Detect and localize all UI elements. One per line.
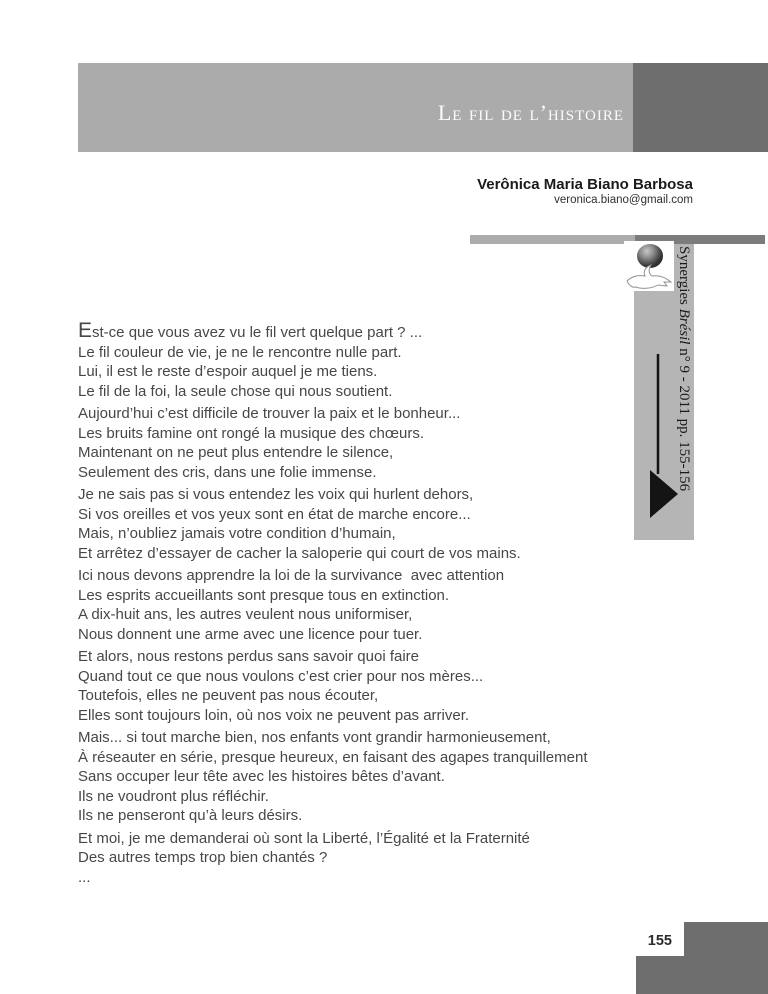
poem-line: Elles sont toujours loin, où nos voix ne peuvent pas arriver. bbox=[78, 706, 470, 724]
header-band bbox=[78, 63, 633, 152]
divider-bar-light bbox=[470, 235, 635, 244]
poem-line: Nous donnent une arme avec une licence pour tuer. bbox=[78, 625, 423, 643]
poem-line: Les bruits famine ont rongé la musique des chœurs. bbox=[78, 424, 425, 442]
poem-line: Et arrêtez d’essayer de cacher la saloperie qui court de vos mains. bbox=[78, 544, 521, 562]
poem-line: Sans occuper leur tête avec les histoires bêtes d’avant. bbox=[78, 768, 445, 785]
stanza bbox=[78, 320, 663, 401]
dove-icon bbox=[625, 264, 673, 290]
poem-line: Je ne sais pas si vous entendez les voix qui hurlent dehors, bbox=[78, 486, 474, 503]
drop-cap: E bbox=[78, 319, 93, 342]
journal-issue: n° 9 - 2011 pp. 155-156 bbox=[676, 344, 692, 492]
poem-line: Quand tout ce que nous voulons c’est crier pour nos mères... bbox=[78, 667, 484, 685]
stanza bbox=[78, 829, 663, 888]
poem-line: Seulement des cris, dans une folie immense. bbox=[78, 463, 377, 481]
poem-line: ... bbox=[78, 868, 91, 886]
poem-line: Ici nous devons apprendre la loi de la survivance avec attention bbox=[78, 567, 505, 584]
page-title: Le fil de l’histoire bbox=[437, 100, 624, 125]
author-email: veronica.biano@gmail.com bbox=[554, 194, 693, 206]
stanza bbox=[78, 647, 663, 725]
poem-line: Maintenant on ne peut plus entendre le silence, bbox=[78, 444, 394, 461]
poem-line: A dix-huit ans, les autres veulent nous uniformiser, bbox=[78, 606, 413, 623]
journal-region: Brésil bbox=[676, 308, 692, 345]
poem-line: Toutefois, elles ne peuvent pas nous écouter, bbox=[78, 687, 379, 704]
footer-block-lower bbox=[636, 956, 768, 994]
dove-logo bbox=[624, 241, 674, 291]
poem-line: Et alors, nous restons perdus sans savoir quoi faire bbox=[78, 648, 420, 665]
lead-line-rest: st-ce que vous avez vu le fil vert quelque part ? ... bbox=[92, 324, 423, 341]
poem-line: À réseauter en série, presque heureux, en faisant des agapes tranquillement bbox=[78, 748, 588, 766]
poem-line: Mais, n’oubliez jamais votre condition d’humain, bbox=[78, 525, 396, 542]
stanza bbox=[78, 404, 663, 482]
poem-line: Les esprits accueillants sont presque tous en extinction. bbox=[78, 586, 450, 604]
poem-line bbox=[78, 320, 663, 343]
page-number: 155 bbox=[647, 933, 672, 949]
stanza bbox=[78, 728, 663, 826]
poem-line: Mais... si tout marche bien, nos enfants vont grandir harmonieusement, bbox=[78, 729, 551, 746]
poem-line: Et moi, je me demanderai où sont la Liberté, l’Égalité et la Fraternité bbox=[78, 829, 530, 847]
poem-line: Aujourd’hui c’est difficile de trouver la paix et le bonheur... bbox=[78, 405, 461, 422]
poem bbox=[78, 320, 663, 890]
poem-line: Des autres temps trop bien chantés ? bbox=[78, 849, 328, 866]
poem-line: Ils ne voudront plus réfléchir. bbox=[78, 787, 269, 805]
poem-line: Ils ne penseront qu’à leurs désirs. bbox=[78, 807, 303, 824]
poem-line: Le fil de la foi, la seule chose qui nous soutient. bbox=[78, 382, 393, 400]
journal-name: Synergies bbox=[676, 246, 692, 309]
poem-line: Si vos oreilles et vos yeux sont en état de marche encore... bbox=[78, 505, 471, 523]
stanza bbox=[78, 566, 663, 644]
header-dark-block bbox=[633, 63, 768, 152]
stanza bbox=[78, 485, 663, 563]
poem-line: Lui, il est le reste d’espoir auquel je me tiens. bbox=[78, 363, 378, 380]
author-name: Verônica Maria Biano Barbosa bbox=[477, 176, 693, 193]
poem-line: Le fil couleur de vie, je ne le rencontre nulle part. bbox=[78, 343, 402, 361]
